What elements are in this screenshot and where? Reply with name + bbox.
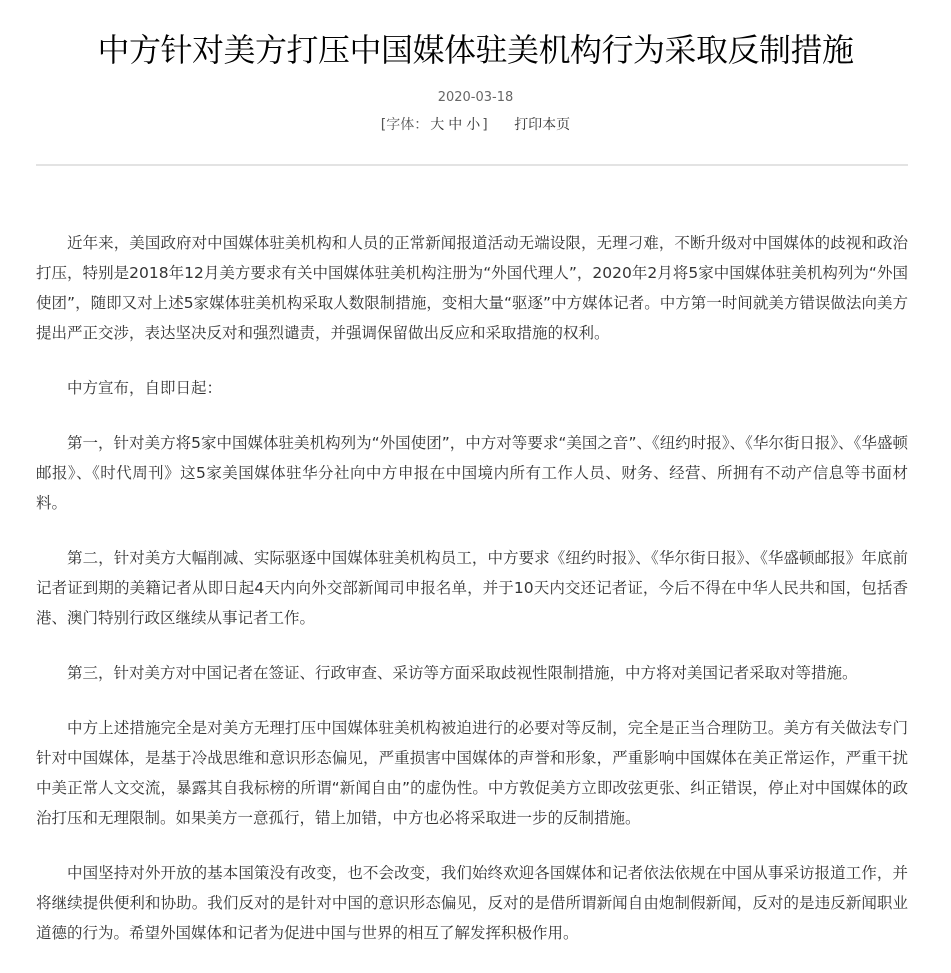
article-title: 中方针对美方打压中国媒体驻美机构行为采取反制措施 bbox=[97, 31, 854, 69]
article-body bbox=[36, 228, 908, 973]
font-size-selector bbox=[381, 115, 488, 135]
font-size-suffix: ] bbox=[482, 117, 488, 133]
header-divider bbox=[36, 164, 908, 166]
font-size-prefix: [字体： bbox=[380, 117, 429, 133]
paragraph-measure-3: 第三，针对美方对中国记者在签证、行政审查、采访等方面采取歧视性限制措施，中方将对美国记者采取对等措施。 bbox=[67, 664, 858, 682]
publish-date: 2020-03-18 bbox=[437, 90, 514, 105]
font-size-small-button[interactable]: 小 bbox=[466, 117, 481, 133]
paragraph-announcement: 中方宣布，自即日起： bbox=[67, 379, 223, 397]
font-size-medium-button[interactable]: 中 bbox=[448, 117, 463, 133]
print-page-link[interactable]: 打印本页 bbox=[514, 117, 571, 133]
paragraph-intro: 近年来，美国政府对中国媒体驻美机构和人员的正常新闻报道活动无端设限，无理刁难，不断升级对中国媒体的歧视和政治打压，特别是2018年12月美方要求有关中国媒体驻美机构注册为“外国代理人”，2020年2月将5家中国媒体驻美机构列为“外国使团”，随即又对上述5家媒体驻美机构采取人数限制措施，变相大量“驱逐”中方媒体记者。中方第一时间就美方错误做法向美方提出严正交涉，表达坚决反对和强烈谴责，并强调保留做出反应和采取措施的权利。 bbox=[36, 234, 908, 342]
font-size-large-button[interactable]: 大 bbox=[430, 117, 445, 133]
paragraph-measure-2: 第二，针对美方大幅削减、实际驱逐中国媒体驻美机构员工，中方要求《纽约时报》、《华尔街日报》、《华盛顿邮报》年底前记者证到期的美籍记者从即日起4天内向外交部新闻司申报名单，并于10天内交还记者证，今后不得在中华人民共和国，包括香港、澳门特别行政区继续从事记者工作。 bbox=[36, 549, 908, 627]
article-tools bbox=[0, 115, 951, 135]
paragraph-policy: 中国坚持对外开放的基本国策没有改变，也不会改变，我们始终欢迎各国媒体和记者依法依规在中国从事采访报道工作，并将继续提供便利和协助。我们反对的是针对中国的意识形态偏见，反对的是借所谓新闻自由炮制假新闻，反对的是违反新闻职业道德的行为。希望外国媒体和记者为促进中国与世界的相互了解发挥积极作用。 bbox=[36, 864, 908, 942]
paragraph-measure-1: 第一，针对美方将5家中国媒体驻美机构列为“外国使团”，中方对等要求“美国之音”、《纽约时报》、《华尔街日报》、《华盛顿邮报》、《时代周刊》这5家美国媒体驻华分社向中方申报在中国境内所有工作人员、财务、经营、所拥有不动产信息等书面材料。 bbox=[36, 434, 908, 512]
paragraph-justification: 中方上述措施完全是对美方无理打压中国媒体驻美机构被迫进行的必要对等反制，完全是正当合理防卫。美方有关做法专门针对中国媒体，是基于冷战思维和意识形态偏见，严重损害中国媒体的声誉和形象，严重影响中国媒体在美正常运作，严重干扰中美正常人文交流，暴露其自我标榜的所谓“新闻自由”的虚伪性。中方敦促美方立即改弦更张、纠正错误，停止对中国媒体的政治打压和无理限制。如果美方一意孤行，错上加错，中方也必将采取进一步的反制措施。 bbox=[36, 719, 908, 827]
